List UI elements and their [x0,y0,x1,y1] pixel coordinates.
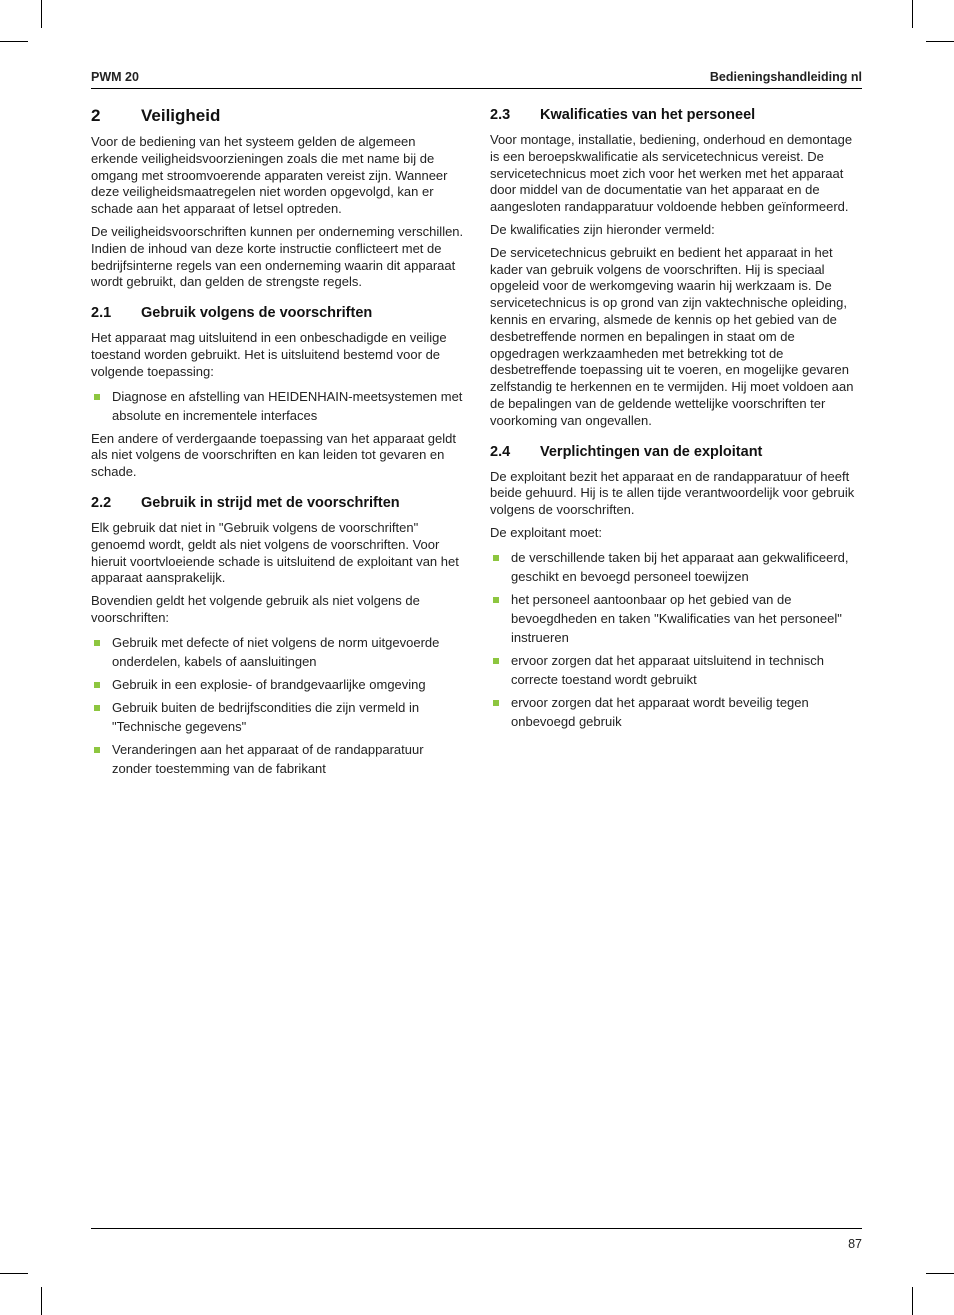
section-title: Gebruik in strijd met de voorschriften [141,494,400,511]
section-number: 2.2 [91,494,112,511]
bullet-square-icon [94,747,100,753]
section-number: 2 [91,106,101,125]
section-title: Kwalificaties van het personeel [540,107,756,123]
paragraph: De servicetechnicus gebruikt en bedient het apparaat in het kader van gebruik volgens de voorschriften. Hij is speciaal opgeleid voor de werkomgeving waarin hij werkzaam is. De servicetechnicus is op grond van zijn vaktechnische opleiding, kennis en ervaring, alsmede de kennis op het gebied van de desbetreffende normen en bepalingen in staat om de opgedragen werkzaamheden met betrekking tot de desbetreffende toepassing uit te voeren, en mogelijke gevaren zelfstandig te herkennen en te vermijden. Hij moet voldoen aan de bepalingen van de geldende wettelijke voorschriften ter voorkoming van ongevallen. [490,244,854,428]
paragraph: Het apparaat mag uitsluitend in een onbeschadigde en veilige toestand worden gebruikt. Het is uitsluitend bestemd voor de volgende toepassing: [91,330,447,379]
bullet-square-icon [94,705,100,711]
bullet-list [91,387,466,425]
paragraph: De exploitant moet: [490,524,603,540]
bullet-square-icon [493,700,499,706]
page-footer [91,1228,862,1251]
crop-mark [926,41,954,42]
bullet-square-icon [94,640,100,646]
list-item: Gebruik in een explosie- of brandgevaarlijke omgeving [91,675,466,694]
paragraph: Een andere of verdergaande toepassing van het apparaat geldt als niet volgens de voorschriften en kan leiden tot gevaren en schade. [91,430,456,480]
crop-mark [41,1287,42,1315]
list-item: Gebruik met defecte of niet volgens de norm uitgevoerde onderdelen, kabels of aansluitingen [91,633,466,671]
bullet-list [490,548,865,731]
paragraph: Elk gebruik dat niet in "Gebruik volgens de voorschriften" genoemd wordt, geldt als niet volgens de voorschriften. Voor hieruit voortvloeiende schade is uitsluitend de exploitant van het apparaat aansprakelijk. [91,519,459,586]
crop-mark [926,1273,954,1274]
header-product: PWM 20 [91,70,139,84]
list-item: het personeel aantoonbaar op het gebied van de bevoegdheden en taken "Kwalificaties van het personeel" instrueren [490,590,865,647]
paragraph: Voor de bediening van het systeem gelden de algemeen erkende veiligheidsvoorzieningen zoals die met name bij de omgang met stroomvoerende apparaten vereist zijn. Wanneer deze veiligheidsmaatregelen niet worden opgevolgd, kan er schade aan het apparaat of letsel optreden. [91,134,448,217]
section-heading-2-3 [490,107,865,123]
crop-mark [912,0,913,28]
crop-mark [0,41,28,42]
bullet-square-icon [493,555,499,561]
section-number: 2.3 [490,107,511,123]
bullet-square-icon [94,682,100,688]
list-item: Gebruik buiten de bedrijfscondities die zijn vermeld in "Technische gegevens" [91,698,466,736]
section-heading-2-2 [91,495,466,511]
section-heading-2 [91,106,466,126]
section-title: Verplichtingen van de exploitant [540,443,763,460]
bullet-list [91,633,466,778]
crop-mark [0,1273,28,1274]
list-item: ervoor zorgen dat het apparaat wordt beveilig tegen onbevoegd gebruik [490,693,865,731]
paragraph: De exploitant bezit het apparaat en de randapparatuur of heeft beide gehuurd. Hij is te allen tijde verantwoordelijk voor gebruik volgens de voorschriften. [490,468,855,518]
header-manual-title: Bedieningshandleiding nl [709,70,862,84]
page-number: 87 [848,1237,862,1251]
list-item: Diagnose en afstelling van HEIDENHAIN-meetsystemen met absolute en incrementele interfaces [91,387,466,425]
crop-mark [41,0,42,28]
section-heading-2-4 [490,444,865,460]
bullet-square-icon [493,597,499,603]
list-item: Veranderingen aan het apparaat of de randapparatuur zonder toestemming van de fabrikant [91,740,466,778]
page-header [91,68,862,89]
section-number: 2.4 [490,443,511,460]
list-item: de verschillende taken bij het apparaat aan gekwalificeerd, geschikt en bevoegd personeel toewijzen [490,548,865,586]
bullet-square-icon [94,394,100,400]
section-heading-2-1 [91,305,466,321]
paragraph: De veiligheidsvoorschriften kunnen per onderneming verschillen. Indien de inhoud van deze korte instructie conflicteert met de bedrijfsinterne regels van een onderneming waarin dit apparaat wordt gebruikt, dan gelden de strengste regels. [91,223,464,290]
paragraph: De kwalificaties zijn hieronder vermeld: [490,221,715,237]
bullet-square-icon [493,658,499,664]
paragraph: Bovendien geldt het volgende gebruik als niet volgens de voorschriften: [91,593,420,625]
list-item: ervoor zorgen dat het apparaat uitsluitend in technisch correcte toestand wordt gebruikt [490,651,865,689]
section-number: 2.1 [91,305,112,322]
section-title: Gebruik volgens de voorschriften [141,305,373,322]
left-column [91,106,466,784]
crop-mark [912,1287,913,1315]
right-column [490,107,865,737]
paragraph: Voor montage, installatie, bediening, onderhoud en demontage is een beroepskwalificatie als servicetechnicus vereist. De servicetechnicus moet zich voor het werken met het apparaat door middel van de documentatie van het apparaat en de aangesloten randapparatuur voldoende hebben geïnformeerd. [490,132,853,215]
section-title: Veiligheid [141,106,221,125]
